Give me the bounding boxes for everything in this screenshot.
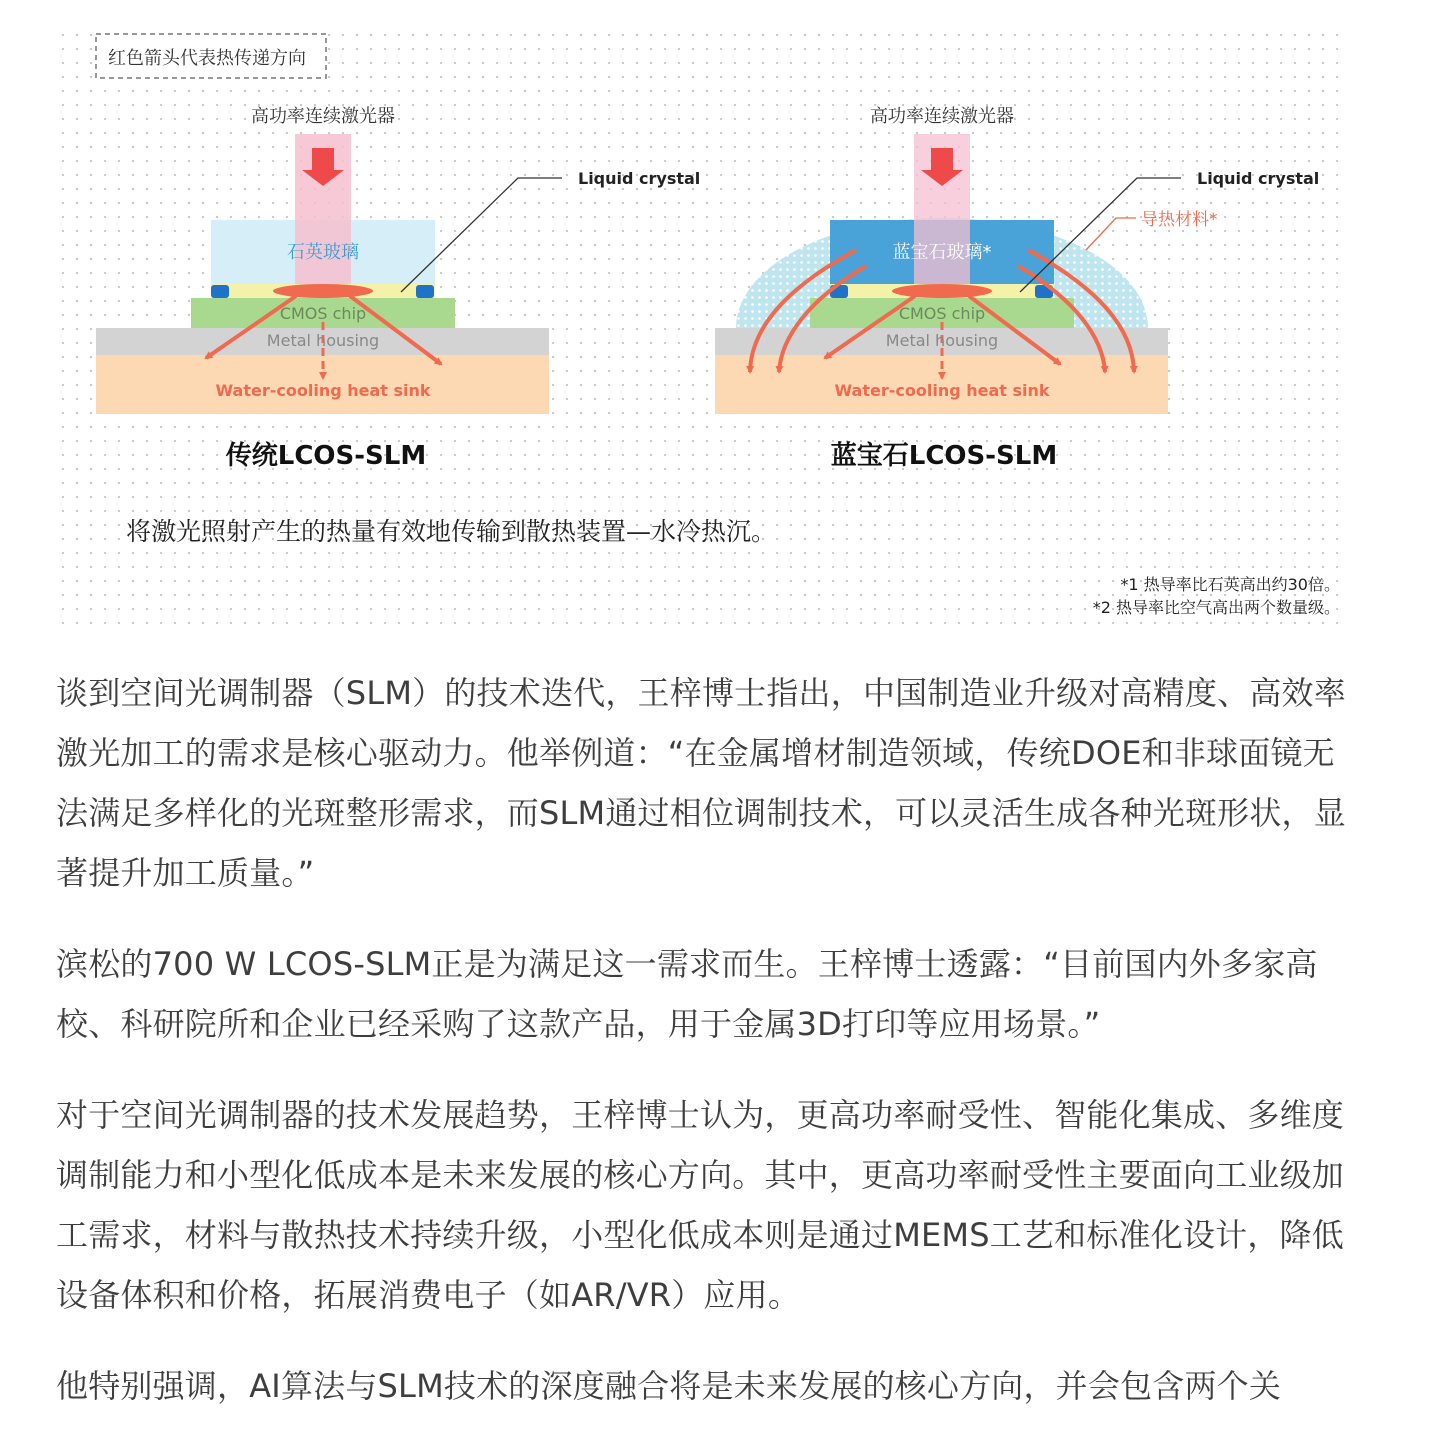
sink-label-right: Water-cooling heat sink [834, 381, 1050, 400]
paragraph: 他特别强调，AI算法与SLM技术的深度融合将是未来发展的核心方向，并会包含两个关 [56, 1367, 1282, 1405]
chip-label-right: CMOS chip [898, 304, 986, 323]
panel-title-left: 传统LCOS-SLM [225, 441, 427, 471]
housing-label-right: Metal housing [885, 331, 999, 350]
liquid-crystal-label-right: Liquid crystal [1197, 169, 1320, 188]
slm-comparison-figure [56, 28, 1348, 626]
thermal-material-label: 导热材料* [1141, 210, 1218, 230]
paragraph: 滨松的700 W LCOS-SLM正是为满足这一需求而生。王梓博士透露：“目前国内外多家高校、科研院所和企业已经采购了这款产品，用于金属3D打印等应用场景。” [56, 945, 1318, 1043]
laser-label-right: 高功率连续激光器 [870, 106, 1014, 127]
thermal-material-leader [1086, 218, 1136, 250]
spacer-left-a [211, 285, 229, 298]
sapphire-panel [715, 106, 1319, 471]
laser-label-left: 高功率连续激光器 [251, 106, 395, 127]
article-body [56, 663, 1348, 1447]
glass-label-left: 石英玻璃 [287, 242, 359, 263]
diagram-canvas [56, 28, 1348, 626]
liquid-crystal-label-left: Liquid crystal [578, 169, 701, 188]
figure-caption: 将激光照射产生的热量有效地传输到散热装置—水冷热沉。 [126, 517, 777, 546]
panel-title-right: 蓝宝石LCOS-SLM [830, 441, 1058, 471]
footnote-2: *2 热导率比空气高出两个数量级。 [1092, 598, 1340, 617]
paragraph: 谈到空间光调制器（SLM）的技术迭代，王梓博士指出，中国制造业升级对高精度、高效率激光加工的需求是核心驱动力。他举例道：“在金属增材制造领域，传统DOE和非球面镜无法满足多样化的光斑整形需求，而SLM通过相位调制技术，可以灵活生成各种光斑形状，显著提升加工质量。” [56, 674, 1346, 892]
traditional-panel [96, 106, 700, 471]
heat-spot-right [892, 284, 992, 298]
paragraph: 对于空间光调制器的技术发展趋势，王梓博士认为，更高功率耐受性、智能化集成、多维度调制能力和小型化低成本是未来发展的核心方向。其中，更高功率耐受性主要面向工业级加工需求，材料与散热技术持续升级，小型化低成本则是通过MEMS工艺和标准化设计，降低设备体积和价格，拓展消费电子（如AR/VR）应用。 [56, 1096, 1345, 1314]
chip-label-left: CMOS chip [279, 304, 367, 323]
sink-label-left: Water-cooling heat sink [215, 381, 431, 400]
spacer-left-b [416, 285, 434, 298]
housing-label-left: Metal housing [266, 331, 380, 350]
legend-note: 红色箭头代表热传递方向 [108, 48, 306, 69]
glass-label-right: 蓝宝石玻璃* [892, 242, 992, 263]
footnote-1: *1 热导率比石英高出约30倍。 [1120, 575, 1340, 594]
heat-spot-left [273, 284, 373, 298]
